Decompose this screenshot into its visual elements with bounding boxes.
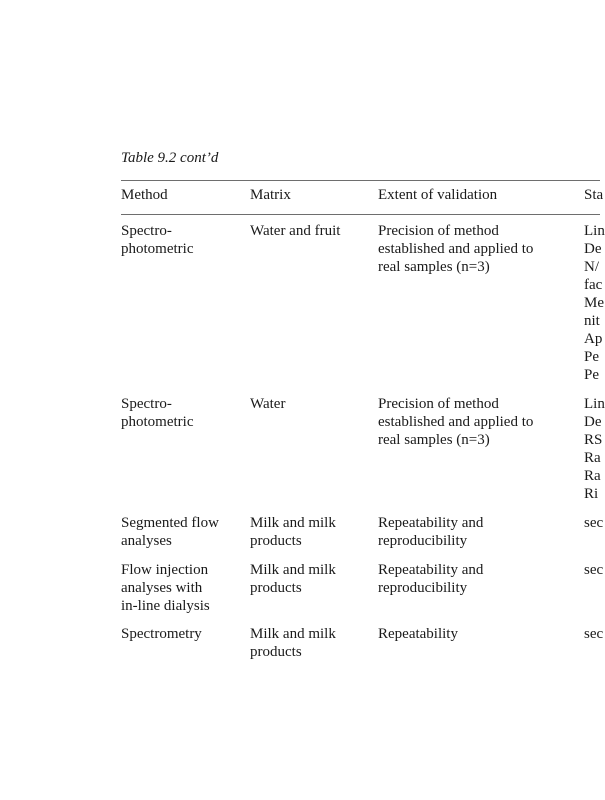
row2-stats: Lin De RS Ra Ra Ri <box>584 396 605 502</box>
row2-matrix: Water <box>250 396 286 412</box>
row5-validation: Repeatability <box>378 626 458 642</box>
row5-stats: sec <box>584 626 604 642</box>
row1-method: Spectro- photometric <box>121 223 194 257</box>
row2-validation: Precision of method established and applied to real samples (n=3) <box>378 396 534 448</box>
table-header-rule <box>121 214 600 215</box>
row1-stats: Lin De N/ fac Me nit Ap Pe Pe <box>584 223 605 383</box>
row4-method: Flow injection analyses with in-line dialysis <box>121 562 210 614</box>
table-top-rule <box>121 180 600 181</box>
row4-validation: Repeatability and reproducibility <box>378 562 484 596</box>
row5-matrix: Milk and milk products <box>250 626 336 660</box>
table-caption: Table 9.2 cont’d <box>121 150 219 166</box>
row1-validation: Precision of method established and applied to real samples (n=3) <box>378 223 534 275</box>
header-method: Method <box>121 187 168 203</box>
row3-method: Segmented flow analyses <box>121 515 219 549</box>
header-matrix: Matrix <box>250 187 291 203</box>
row4-matrix: Milk and milk products <box>250 562 336 596</box>
row2-method: Spectro- photometric <box>121 396 194 430</box>
row3-matrix: Milk and milk products <box>250 515 336 549</box>
row4-stats: sec <box>584 562 604 578</box>
row3-stats: sec <box>584 515 604 531</box>
header-statistics-truncated: Sta <box>584 187 604 203</box>
row3-validation: Repeatability and reproducibility <box>378 515 484 549</box>
row5-method: Spectrometry <box>121 626 202 642</box>
row1-matrix: Water and fruit <box>250 223 341 239</box>
header-extent-of-validation: Extent of validation <box>378 187 498 203</box>
